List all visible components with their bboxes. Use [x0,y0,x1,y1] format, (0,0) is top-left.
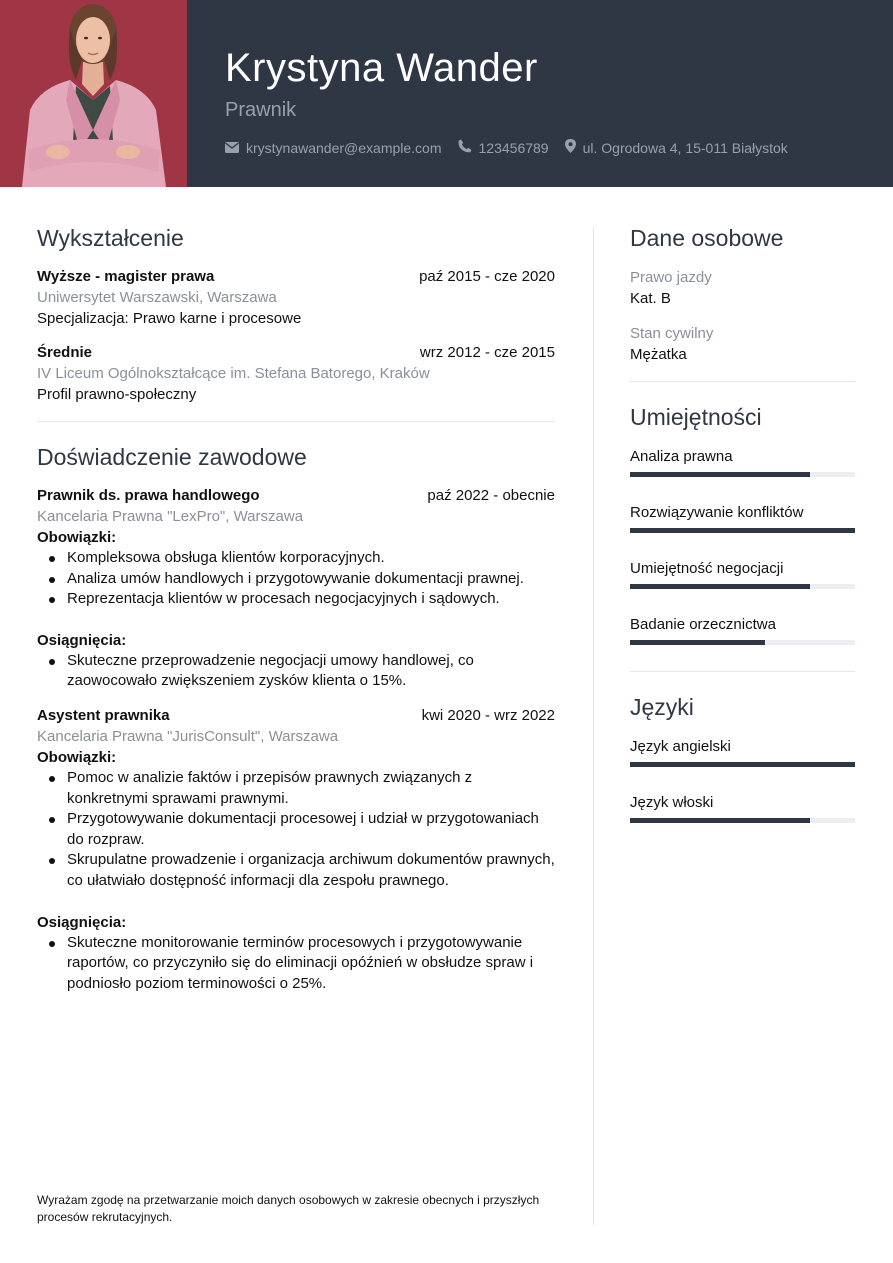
entry-title: Asystent prawnika [37,706,170,724]
list-item: Przygotowywanie dokumentacji procesowej i udział w przygotowaniach do rozpraw. [37,809,555,850]
section-heading: Języki [630,694,694,720]
skills-section [630,404,855,645]
main-column [37,225,555,1008]
section-heading: Doświadczenie zawodowe [37,444,307,470]
entry-company: Kancelaria Prawna "JurisConsult", Warszawa [37,727,339,745]
skill-name: Umiejętność negocjacji [630,560,784,577]
entry-description: Profil prawno-społeczny [37,386,197,403]
skill-bar [630,528,855,533]
skill-bar-fill [630,584,810,589]
personal-value: Kat. B [630,290,671,307]
entry-title: Średnie [37,344,93,361]
language-bar-fill [630,818,810,823]
profile-photo [0,0,187,187]
section-heading: Dane osobowe [630,225,784,251]
entry-description: Specjalizacja: Prawo karne i procesowe [37,310,302,327]
contact-address [565,139,788,156]
language-bar [630,818,855,823]
location-pin-icon [565,139,583,156]
experience-entry [37,706,555,994]
skill-bar-fill [630,640,765,645]
experience-entry [37,486,555,692]
sidebar-column [630,225,855,848]
personal-value: Mężatka [630,346,687,363]
skill-item [630,502,855,533]
column-divider [593,227,594,1225]
list-item: Kompleksowa obsługa klientów korporacyjnych. [37,548,555,569]
achievements-label: Osiągnięcia: [37,631,127,649]
envelope-icon [225,140,246,156]
skill-bar-fill [630,472,810,477]
list-item: Reprezentacja klientów w procesach negocjacyjnych i sądowych. [37,589,555,610]
entry-title: Prawnik ds. prawa handlowego [37,487,260,504]
entry-institution: Uniwersytet Warszawski, Warszawa [37,289,277,306]
skill-bar [630,472,855,477]
email-text[interactable]: krystynawander@example.com [246,139,442,156]
personal-label: Stan cywilny [630,325,714,342]
education-entry [37,267,555,329]
phone-icon [458,139,479,156]
phone-text[interactable]: 123456789 [478,139,549,156]
skill-bar [630,640,855,645]
skill-name: Analiza prawna [630,448,733,465]
skill-bar-fill [630,528,855,533]
address-text: ul. Ogrodowa 4, 15-011 Białystok [582,139,788,156]
duties-label: Obowiązki: [37,748,117,766]
contact-phone [458,139,549,156]
consent-clause: Wyrażam zgodę na przetwarzanie moich danych osobowych w zakresie obecnych i przyszłych procesów rekrutacyjnych. [37,1193,540,1224]
section-divider [37,421,555,422]
contact-list [225,139,804,156]
language-item [630,736,855,767]
contact-email [225,140,442,156]
entry-dates: wrz 2012 - cze 2015 [419,344,555,361]
entry-institution: IV Liceum Ogólnokształcące im. Stefana Batorego, Kraków [37,365,430,382]
language-item [630,792,855,823]
skill-bar [630,584,855,589]
duties-list [37,768,555,892]
education-section [37,225,555,405]
section-heading: Umiejętności [630,404,762,430]
education-entry [37,343,555,405]
entry-dates: paź 2015 - cze 2020 [419,268,555,285]
skill-item [630,614,855,645]
entry-company: Kancelaria Prawna "LexPro", Warszawa [37,508,304,525]
language-name: Język angielski [630,738,731,755]
entry-dates: paź 2022 - obecnie [427,487,555,504]
entry-dates: kwi 2020 - wrz 2022 [421,706,555,724]
duties-list [37,548,555,610]
skill-item [630,558,855,589]
personal-label: Prawo jazdy [630,269,712,286]
duties-label: Obowiązki: [37,529,117,546]
achievements-list [37,651,555,692]
list-item: Pomoc w analizie faktów i przepisów prawnych związanych z konkretnymi sprawami prawnymi. [37,768,555,809]
list-item: Skuteczne przeprowadzenie negocjacji umowy handlowej, co zaowocowało zwiększeniem zysków klienta o 15%. [37,651,555,692]
skill-item [630,446,855,477]
section-divider [630,671,855,672]
list-item: Skrupulatne prowadzenie i organizacja archiwum dokumentów prawnych, co ułatwiało dostępność informacji dla zespołu prawnego. [37,850,555,891]
experience-section [37,444,555,994]
header [0,0,893,187]
languages-section [630,694,855,823]
personal-section [630,225,855,365]
skill-name: Badanie orzecznictwa [630,616,776,633]
language-bar [630,762,855,767]
section-heading: Wykształcenie [37,225,184,251]
list-item: Analiza umów handlowych i przygotowywanie dokumentacji prawnej. [37,569,555,590]
list-item: Skuteczne monitorowanie terminów procesowych i przygotowywanie raportów, co przyczyniło się do eliminacji opóźnień w obsłudze spraw i podniosło poziom terminowości o 25%. [37,933,555,995]
candidate-name: Krystyna Wander [225,46,538,90]
entry-title: Wyższe - magister prawa [37,268,215,285]
skill-name: Rozwiązywanie konfliktów [630,504,804,521]
achievements-list [37,933,555,995]
achievements-label: Osiągnięcia: [37,913,127,931]
job-title: Prawnik [225,99,297,121]
section-divider [630,381,855,382]
language-name: Język włoski [630,794,714,811]
language-bar-fill [630,762,855,767]
